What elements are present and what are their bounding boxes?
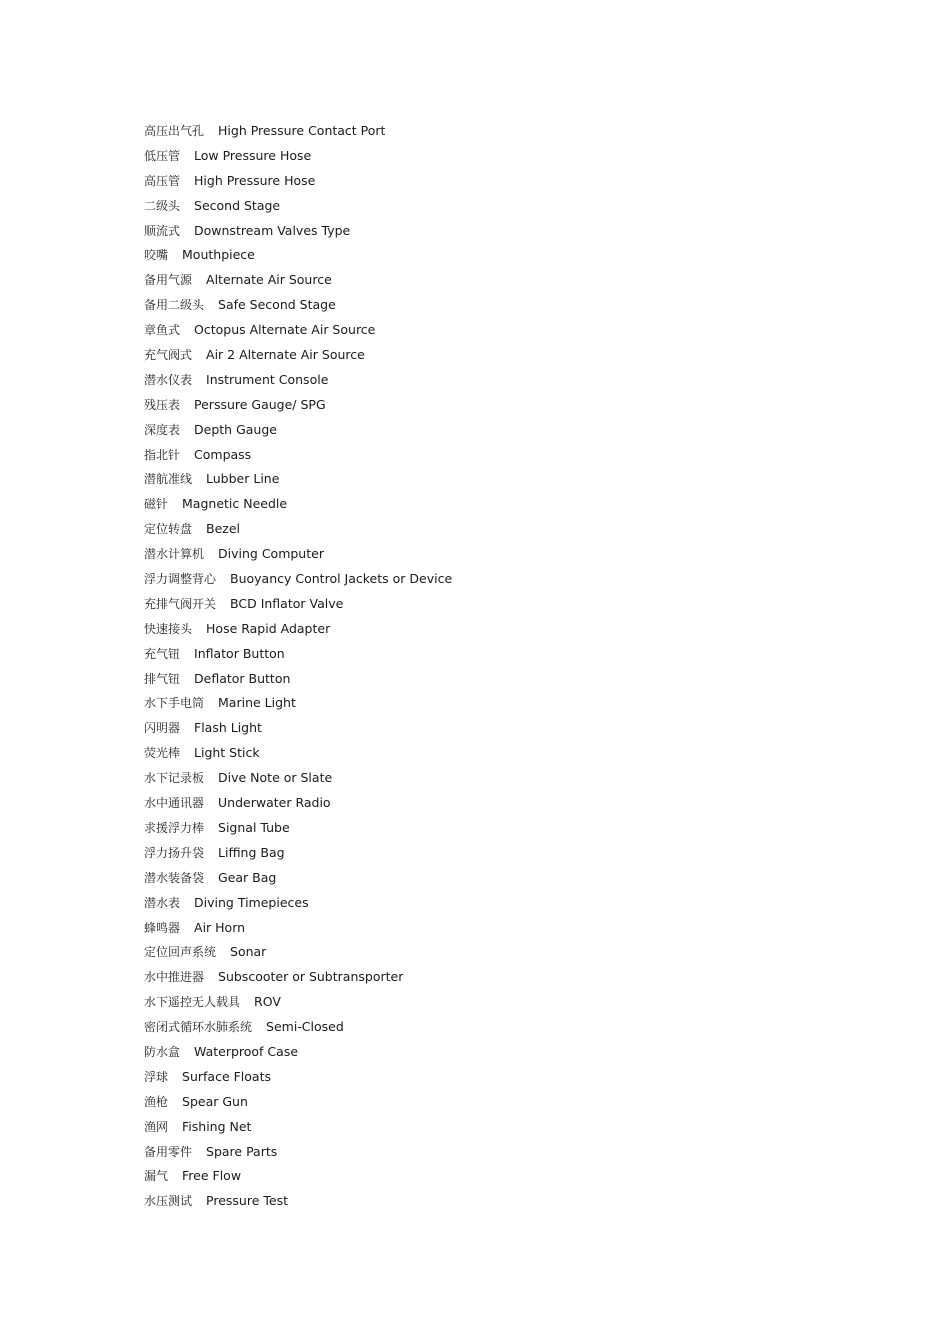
- glossary-entry: [144, 171, 452, 196]
- glossary-entry: [144, 295, 452, 320]
- glossary-entry: [144, 1042, 452, 1067]
- english-term: Air Horn: [194, 919, 246, 935]
- glossary-entry: [144, 1117, 452, 1142]
- glossary-entry: [144, 569, 452, 594]
- chinese-term: 充气阀式: [144, 348, 193, 363]
- english-term: Perssure Gauge/ SPG: [194, 396, 326, 412]
- chinese-term: 章鱼式: [144, 323, 181, 338]
- chinese-term: 渔网: [144, 1119, 169, 1134]
- english-term: Dive Note or Slate: [218, 770, 333, 786]
- chinese-term: 求援浮力棒: [144, 820, 205, 835]
- glossary-entry: [144, 594, 452, 619]
- english-term: Lubber Line: [206, 471, 280, 487]
- chinese-term: 低压管: [144, 148, 181, 163]
- english-term: Bezel: [206, 521, 241, 537]
- english-term: Signal Tube: [218, 819, 290, 835]
- chinese-term: 潜水仪表: [144, 372, 193, 387]
- chinese-term: 排气钮: [144, 671, 181, 686]
- glossary-entry: [144, 469, 452, 494]
- chinese-term: 高压管: [144, 173, 181, 188]
- chinese-term: 备用零件: [144, 1144, 193, 1159]
- chinese-term: 潜水装备袋: [144, 870, 205, 885]
- glossary-entry: [144, 420, 452, 445]
- glossary-entry: [144, 619, 452, 644]
- english-term: Low Pressure Hose: [194, 147, 312, 163]
- english-term: Waterproof Case: [194, 1043, 299, 1059]
- glossary-entry: [144, 146, 452, 171]
- chinese-term: 水下遥控无人载具: [144, 995, 241, 1010]
- chinese-term: 防水盒: [144, 1044, 181, 1059]
- english-term: Second Stage: [194, 197, 281, 213]
- chinese-term: 漏气: [144, 1169, 169, 1184]
- chinese-term: 渔枪: [144, 1094, 169, 1109]
- glossary-entry: [144, 967, 452, 992]
- glossary-entry: [144, 918, 452, 943]
- english-term: Hose Rapid Adapter: [206, 620, 331, 636]
- english-term: Inflator Button: [194, 645, 285, 661]
- glossary-entry: [144, 868, 452, 893]
- english-term: Mouthpiece: [182, 247, 255, 263]
- glossary-entry: [144, 644, 452, 669]
- english-term: Flash Light: [194, 720, 262, 736]
- glossary-entry: [144, 270, 452, 295]
- english-term: ROV: [254, 994, 281, 1010]
- glossary-entry: [144, 445, 452, 470]
- glossary-entry: [144, 519, 452, 544]
- glossary-entry: [144, 718, 452, 743]
- chinese-term: 磁针: [144, 497, 169, 512]
- glossary-entry: [144, 544, 452, 569]
- glossary-entry: [144, 320, 452, 345]
- chinese-term: 顺流式: [144, 223, 181, 238]
- chinese-term: 潜水计算机: [144, 547, 205, 562]
- chinese-term: 充排气阀开关: [144, 596, 217, 611]
- english-term: Liffing Bag: [218, 844, 285, 860]
- chinese-term: 定位转盘: [144, 522, 193, 537]
- english-term: Surface Floats: [182, 1068, 271, 1084]
- english-term: Light Stick: [194, 745, 260, 761]
- english-term: Sonar: [230, 944, 267, 960]
- glossary-entry: [144, 1191, 452, 1216]
- english-term: Safe Second Stage: [218, 297, 336, 313]
- glossary-entry: [144, 345, 452, 370]
- glossary-entry: [144, 196, 452, 221]
- chinese-term: 水下记录板: [144, 771, 205, 786]
- english-term: Deflator Button: [194, 670, 291, 686]
- glossary-entry: [144, 395, 452, 420]
- chinese-term: 浮力扬升袋: [144, 845, 205, 860]
- chinese-term: 浮球: [144, 1069, 169, 1084]
- english-term: Pressure Test: [206, 1193, 288, 1209]
- english-term: Diving Computer: [218, 546, 324, 562]
- glossary-entry: [144, 494, 452, 519]
- english-term: Spear Gun: [182, 1093, 248, 1109]
- chinese-term: 残压表: [144, 397, 181, 412]
- glossary-entry: [144, 121, 452, 146]
- chinese-term: 潜水表: [144, 895, 181, 910]
- glossary-entry: [144, 1142, 452, 1167]
- english-term: Gear Bag: [218, 869, 277, 885]
- glossary-entry: [144, 1092, 452, 1117]
- chinese-term: 咬嘴: [144, 248, 169, 263]
- chinese-term: 浮力调整背心: [144, 572, 217, 587]
- glossary-entry: [144, 992, 452, 1017]
- english-term: Diving Timepieces: [194, 894, 309, 910]
- chinese-term: 荧光棒: [144, 746, 181, 761]
- english-term: Semi-Closed: [266, 1019, 344, 1035]
- glossary-entry: [144, 221, 452, 246]
- english-term: Alternate Air Source: [206, 272, 332, 288]
- chinese-term: 深度表: [144, 422, 181, 437]
- chinese-term: 水中通讯器: [144, 796, 205, 811]
- english-term: High Pressure Contact Port: [218, 123, 386, 138]
- english-term: Air 2 Alternate Air Source: [206, 347, 365, 363]
- english-term: Downstream Valves Type: [194, 222, 351, 238]
- chinese-term: 水下手电筒: [144, 696, 205, 711]
- chinese-term: 充气钮: [144, 646, 181, 661]
- english-term: Subscooter or Subtransporter: [218, 969, 404, 985]
- english-term: Magnetic Needle: [182, 496, 288, 512]
- english-term: Underwater Radio: [218, 795, 331, 811]
- chinese-term: 蜂鸣器: [144, 920, 181, 935]
- chinese-term: 二级头: [144, 198, 181, 213]
- glossary-entry: [144, 1067, 452, 1092]
- english-term: Instrument Console: [206, 371, 329, 387]
- chinese-term: 潜航准线: [144, 472, 193, 487]
- chinese-term: 闪明器: [144, 721, 181, 736]
- english-term: Compass: [194, 446, 252, 462]
- english-term: Octopus Alternate Air Source: [194, 322, 376, 338]
- diving-equipment-glossary: [144, 121, 452, 1216]
- glossary-entry: [144, 793, 452, 818]
- english-term: Marine Light: [218, 695, 296, 711]
- glossary-entry: [144, 669, 452, 694]
- chinese-term: 密闭式循环水肺系统: [144, 1020, 253, 1035]
- glossary-entry: [144, 942, 452, 967]
- english-term: Depth Gauge: [194, 421, 277, 437]
- english-term: Spare Parts: [206, 1143, 278, 1159]
- chinese-term: 指北针: [144, 447, 181, 462]
- chinese-term: 水中推进器: [144, 970, 205, 985]
- glossary-entry: [144, 768, 452, 793]
- english-term: High Pressure Hose: [194, 172, 316, 188]
- chinese-term: 定位回声系统: [144, 945, 217, 960]
- english-term: Fishing Net: [182, 1118, 252, 1134]
- glossary-entry: [144, 245, 452, 270]
- glossary-entry: [144, 693, 452, 718]
- glossary-entry: [144, 370, 452, 395]
- glossary-entry: [144, 843, 452, 868]
- glossary-entry: [144, 1166, 452, 1191]
- glossary-entry: [144, 1017, 452, 1042]
- chinese-term: 水压测试: [144, 1194, 193, 1209]
- glossary-entry: [144, 743, 452, 768]
- chinese-term: 备用二级头: [144, 298, 205, 313]
- chinese-term: 高压出气孔: [144, 124, 205, 138]
- chinese-term: 备用气源: [144, 273, 193, 288]
- english-term: BCD Inflator Valve: [230, 595, 344, 611]
- glossary-entry: [144, 818, 452, 843]
- english-term: Buoyancy Control Jackets or Device: [230, 571, 453, 587]
- english-term: Free Flow: [182, 1168, 242, 1184]
- glossary-entry: [144, 893, 452, 918]
- chinese-term: 快速接头: [144, 621, 193, 636]
